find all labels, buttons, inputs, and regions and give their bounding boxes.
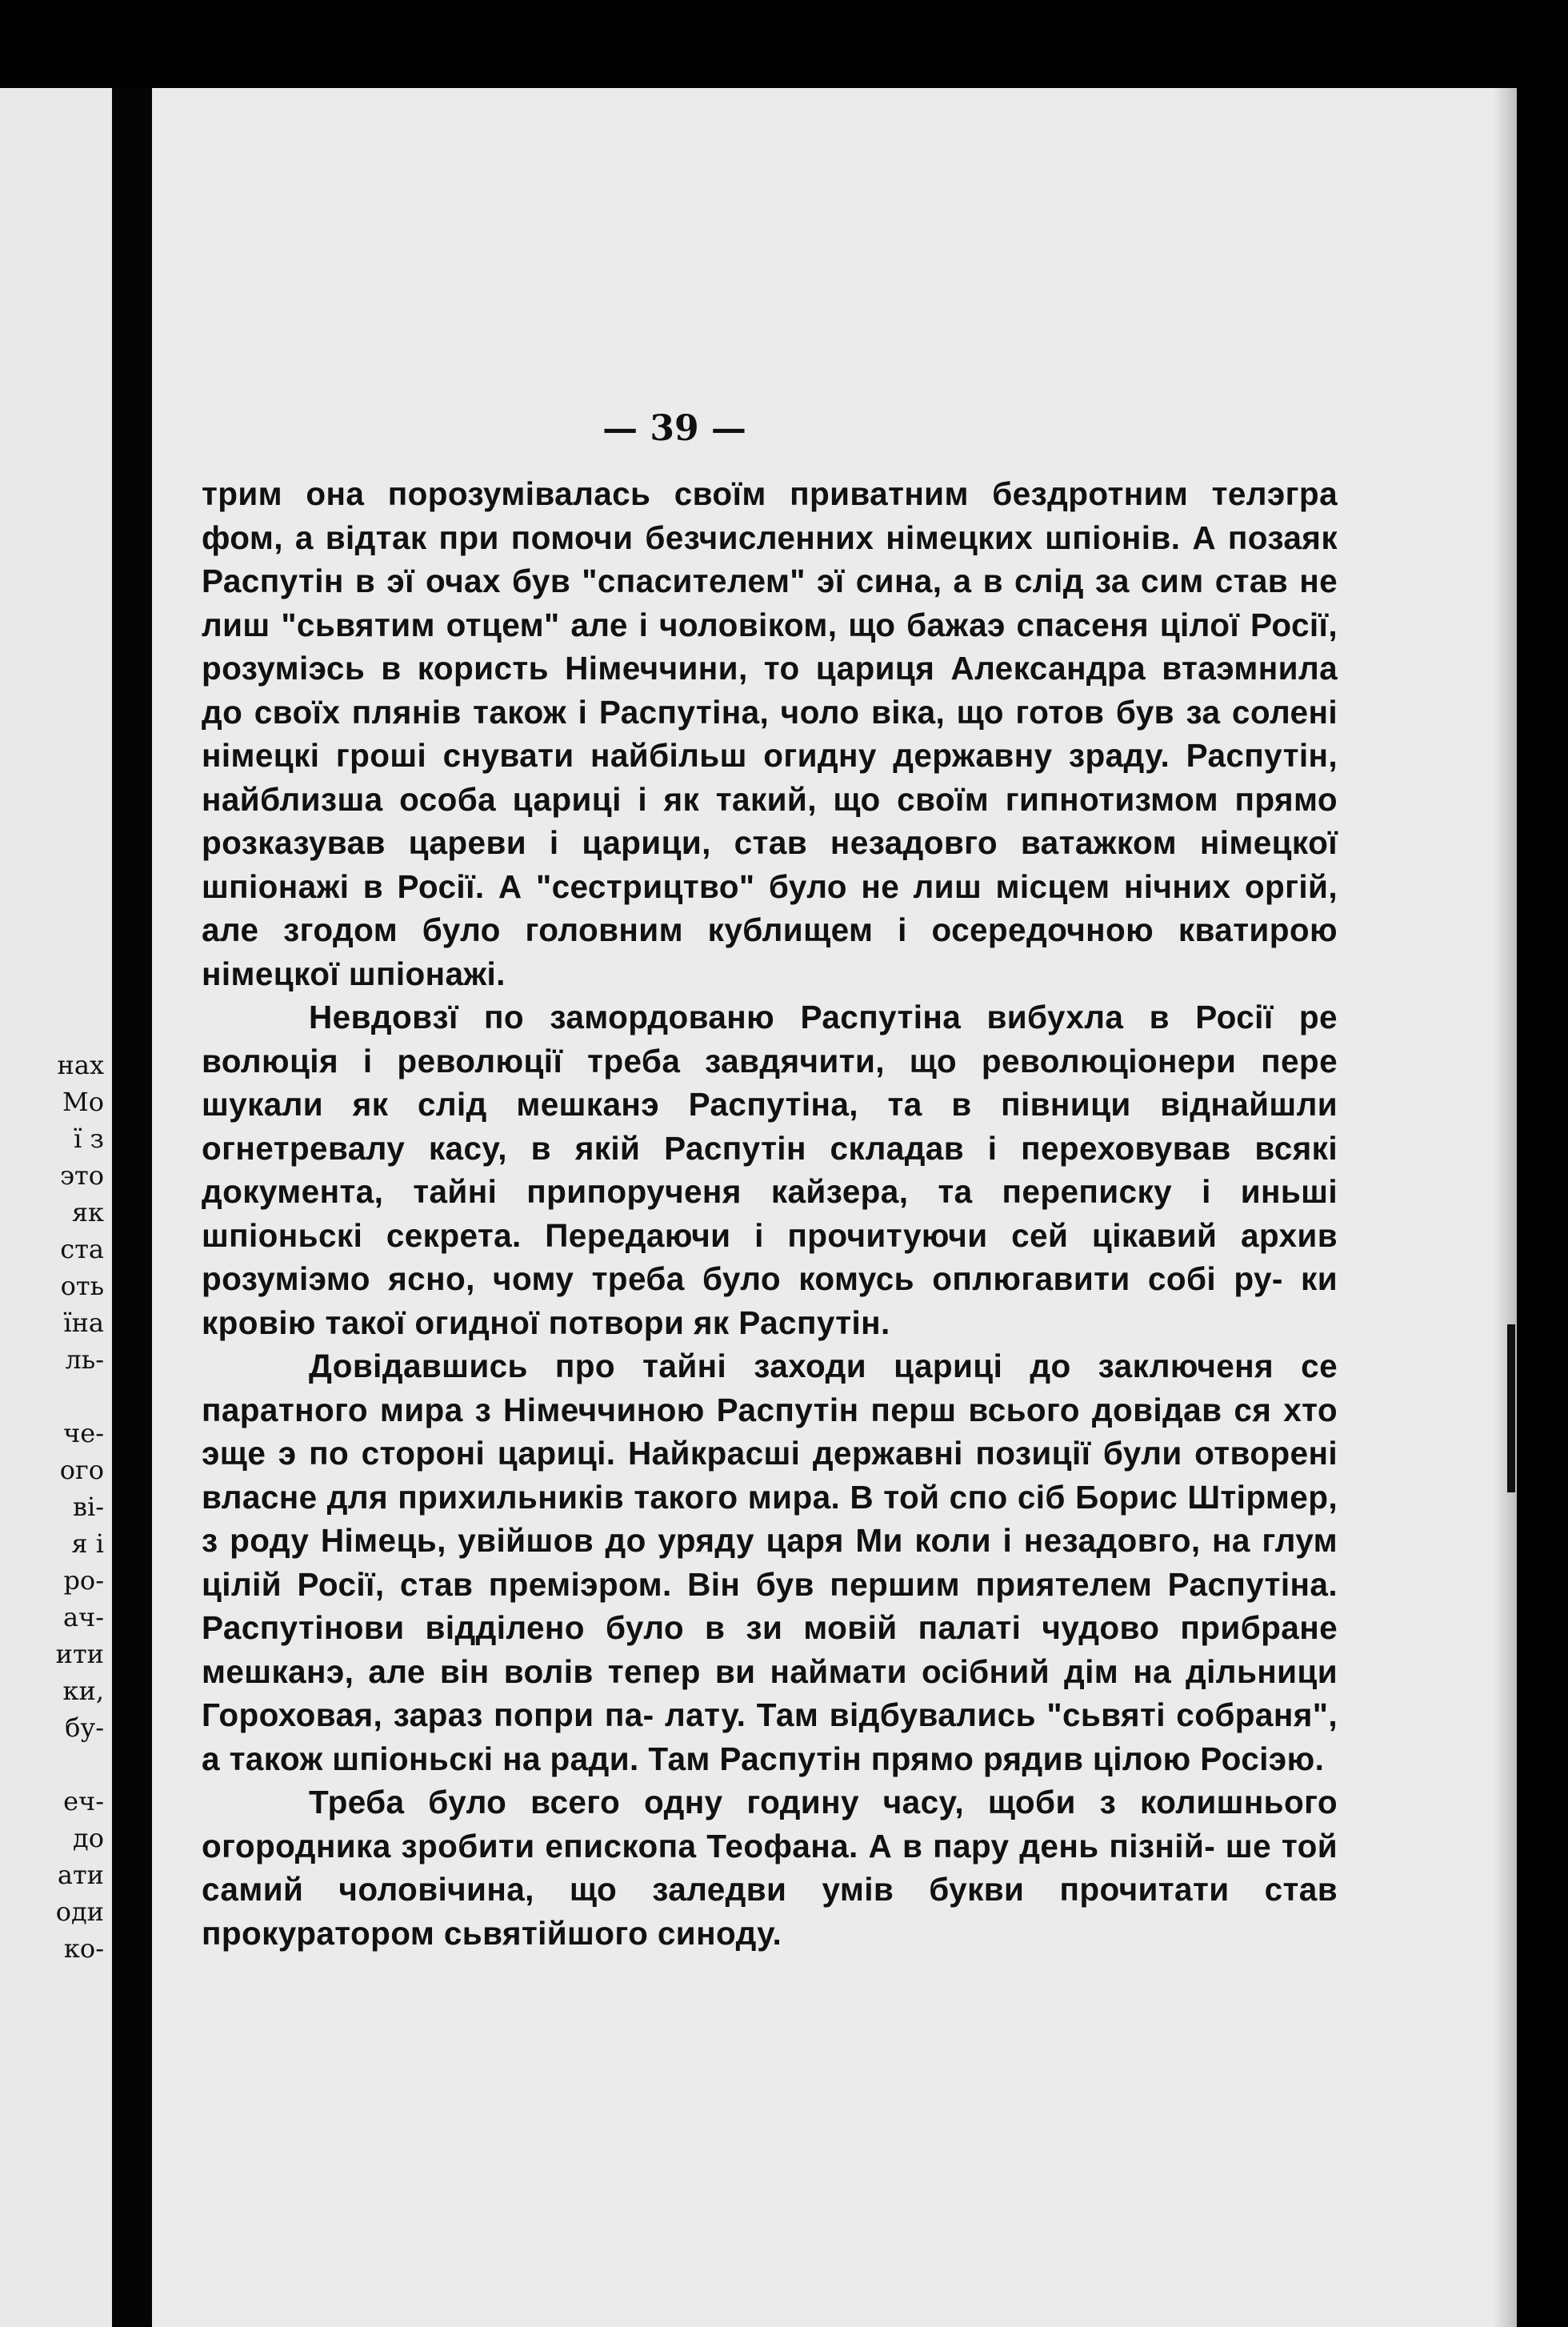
left-line: ати [57, 1860, 104, 1890]
left-line: ї з [74, 1123, 104, 1154]
left-line: ки, [62, 1676, 104, 1706]
left-line: ро- [63, 1565, 104, 1596]
page-body-text [202, 472, 1338, 1955]
left-line: Мо [62, 1087, 104, 1117]
left-page-line-endings [2, 1047, 104, 1967]
left-line: ста [60, 1234, 104, 1264]
paragraph: Невдовзї по замордованю Распутіна вибухла в Росії ре волюція і революції треба завдячити, що революціонери пере шукали як слід мешканэ Распутіна, та в півници віднайшли огнетревалу касу, в якій Распутін складав і переховував всякі документа, тайні припорученя кайзера, та переписку і иньші шпіоньскі секрета. Передаючи і прочитуючи сей цікавий архив розуміэмо ясно, чому треба було комусь оплюгавити собі ру- ки кровію такої огидної потвори як Распутін. [202, 999, 1338, 1341]
right-page [152, 88, 1517, 2327]
left-line: ити [55, 1639, 104, 1669]
left-line: ко- [63, 1933, 104, 1964]
left-line: я і [71, 1528, 104, 1559]
left-line: до [73, 1823, 104, 1853]
left-line: ач- [62, 1602, 104, 1632]
paragraph: Довідавшись про тайні заходи цариці до заключеня се паратного мира з Німеччиною Распутін перш всього довідав ся хто эще э по стороні цариці. Найкрасші державні позиції були отворені власне для прихильників такого мира. В той спо сіб Борис Штірмер, з роду Німець, увійшов до уряду царя Ми коли і незадовго, на глум цілій Росії, став преміэром. Він був першим приятелем Распутіна. Распутінови відділено було в зи мовій палаті чудово прибране мешканэ, але він волів тепер ви наймати осібний дім на дільници Гороховая, зараз попри па- лату. Там відбувались "сьвяті собраня", а також шпіоньскі на ради. Там Распутін прямо рядив цілою Росіэю. [202, 1348, 1338, 1777]
left-line: оди [55, 1896, 104, 1927]
left-line: оть [60, 1271, 104, 1301]
left-line: ві- [72, 1492, 104, 1522]
left-line: ого [59, 1455, 104, 1485]
left-line: як [71, 1197, 104, 1228]
paragraph: Треба було всего одну годину часу, щоби з колишнього огородника зробити епископа Теофана. А в пару день пізній- ше той самий чоловічина, що заледви умів букви прочитати став прокуратором сьвятійшого синоду. [202, 1784, 1338, 1952]
paragraph: трим она порозумівалась своїм приватним бездротним телэгра фом, а відтак при помочи безчисленних німецких шпіонів. А позаяк Распутін в эї очах був "спасителем" эї сина, а в слід за сим став не лиш "сьвятим отцем" але і чоловіком, що бажаэ спасеня цілої Росії, розуміэсь в користь Німеччини, то цариця Александра втаэмнила до своїх плянів також і Распутіна, чоло віка, що готов був за солені німецкі гроші снувати найбільш огидну державну зраду. Распутін, найблизша особа цариці і як такий, що своїм гипнотизмом прямо розказував цареви і царици, став незадовго ватажком німецкої шпіонажі в Росії. А "сестрицтво" було не лиш місцем нічних оргій, але згодом було головним кублищем і осередочною кватирою німецкої шпіонажі. [202, 475, 1338, 992]
left-line-gap [2, 1378, 104, 1415]
left-line: бу- [65, 1712, 104, 1743]
page-number: — 39 — [602, 408, 746, 449]
left-line: еч- [63, 1786, 104, 1816]
left-line: че- [63, 1418, 104, 1448]
left-line: ль- [65, 1344, 104, 1375]
left-line: нах [57, 1050, 104, 1080]
page-edge-mark [1507, 1324, 1515, 1492]
page-edge-shadow [1493, 88, 1517, 2327]
left-line: это [60, 1160, 104, 1191]
left-line-gap [2, 1746, 104, 1783]
left-line: їна [63, 1308, 104, 1338]
